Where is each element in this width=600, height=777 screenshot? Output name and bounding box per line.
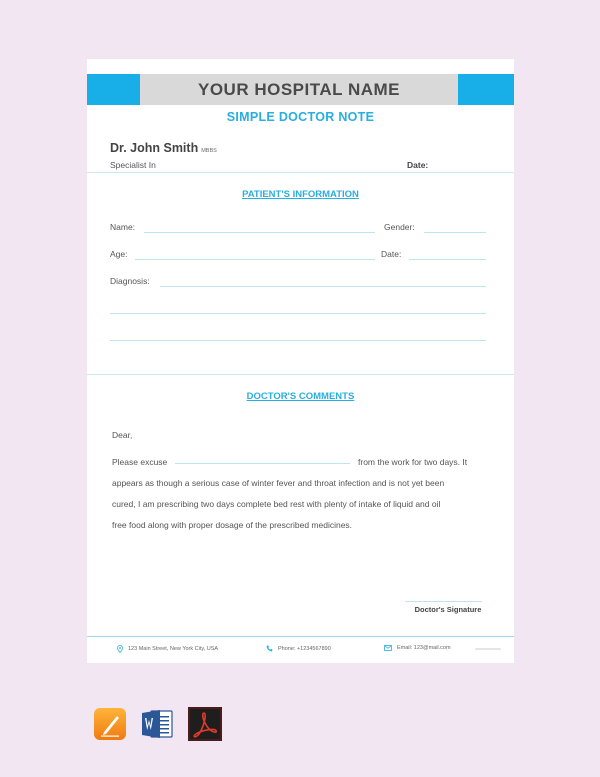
patient-info-heading: PATIENT'S INFORMATION xyxy=(242,189,359,200)
age-label: Age: xyxy=(110,249,128,259)
age-field[interactable] xyxy=(135,259,375,260)
word-icon[interactable] xyxy=(140,707,174,741)
header-accent-right xyxy=(458,74,514,105)
diagnosis-label: Diagnosis: xyxy=(110,276,150,286)
footer-address xyxy=(117,645,218,653)
comment-line-4: free food along with proper dosage of the prescribed medicines. xyxy=(112,520,353,530)
footer-phone xyxy=(266,645,331,652)
diagnosis-field[interactable] xyxy=(160,286,486,287)
footer-email xyxy=(384,645,451,651)
diagnosis-field-line-3[interactable] xyxy=(110,340,486,341)
comment-line-1-end: from the work for two days. It xyxy=(358,457,468,467)
watermark-logo xyxy=(475,647,501,652)
divider xyxy=(87,172,514,173)
location-pin-icon xyxy=(117,645,123,653)
signature-field[interactable] xyxy=(405,601,482,602)
signature-label: Doctor's Signature xyxy=(414,605,482,614)
phone-icon xyxy=(266,645,273,652)
mail-icon xyxy=(384,645,392,651)
gender-label: Gender: xyxy=(384,222,415,232)
comment-line-3: cured, I am prescribing two days complete bed rest with plenty of intake of liquid and oil xyxy=(112,499,441,509)
gender-field[interactable] xyxy=(424,232,486,233)
patient-name-field[interactable] xyxy=(175,463,350,464)
divider xyxy=(87,374,514,375)
specialty-label: Specialist In xyxy=(110,160,156,170)
document-page xyxy=(87,59,514,663)
name-field[interactable] xyxy=(144,232,375,233)
doctor-credential: MBBS xyxy=(201,148,217,154)
comment-line-2: appears as though a serious case of winter fever and throat infection and is not yet been xyxy=(112,478,445,488)
name-label: Name: xyxy=(110,222,136,232)
diagnosis-field-line-2[interactable] xyxy=(110,313,486,314)
header-accent-left xyxy=(87,74,140,105)
date-field[interactable] xyxy=(409,259,486,260)
hospital-name: YOUR HOSPITAL NAME xyxy=(140,74,458,105)
footer-divider xyxy=(87,636,514,637)
greeting: Dear, xyxy=(112,430,133,440)
doctors-comments-heading: DOCTOR'S COMMENTS xyxy=(246,391,355,402)
doctor-name xyxy=(110,141,217,155)
pages-icon[interactable] xyxy=(93,707,127,741)
comment-line-1-start: Please excuse xyxy=(112,457,168,467)
pdf-icon[interactable] xyxy=(188,707,222,741)
header-date-label: Date: xyxy=(407,160,429,170)
doctor-name-text: Dr. John Smith xyxy=(110,141,199,155)
footer-phone-text: Phone: +1234567890 xyxy=(278,645,331,652)
document-subtitle: SIMPLE DOCTOR NOTE xyxy=(226,110,375,124)
footer-email-text: Email: 123@mail.com xyxy=(397,645,451,651)
date-label: Date: xyxy=(381,249,402,259)
footer-address-text: 123 Main Street, New York City, USA xyxy=(128,646,219,652)
